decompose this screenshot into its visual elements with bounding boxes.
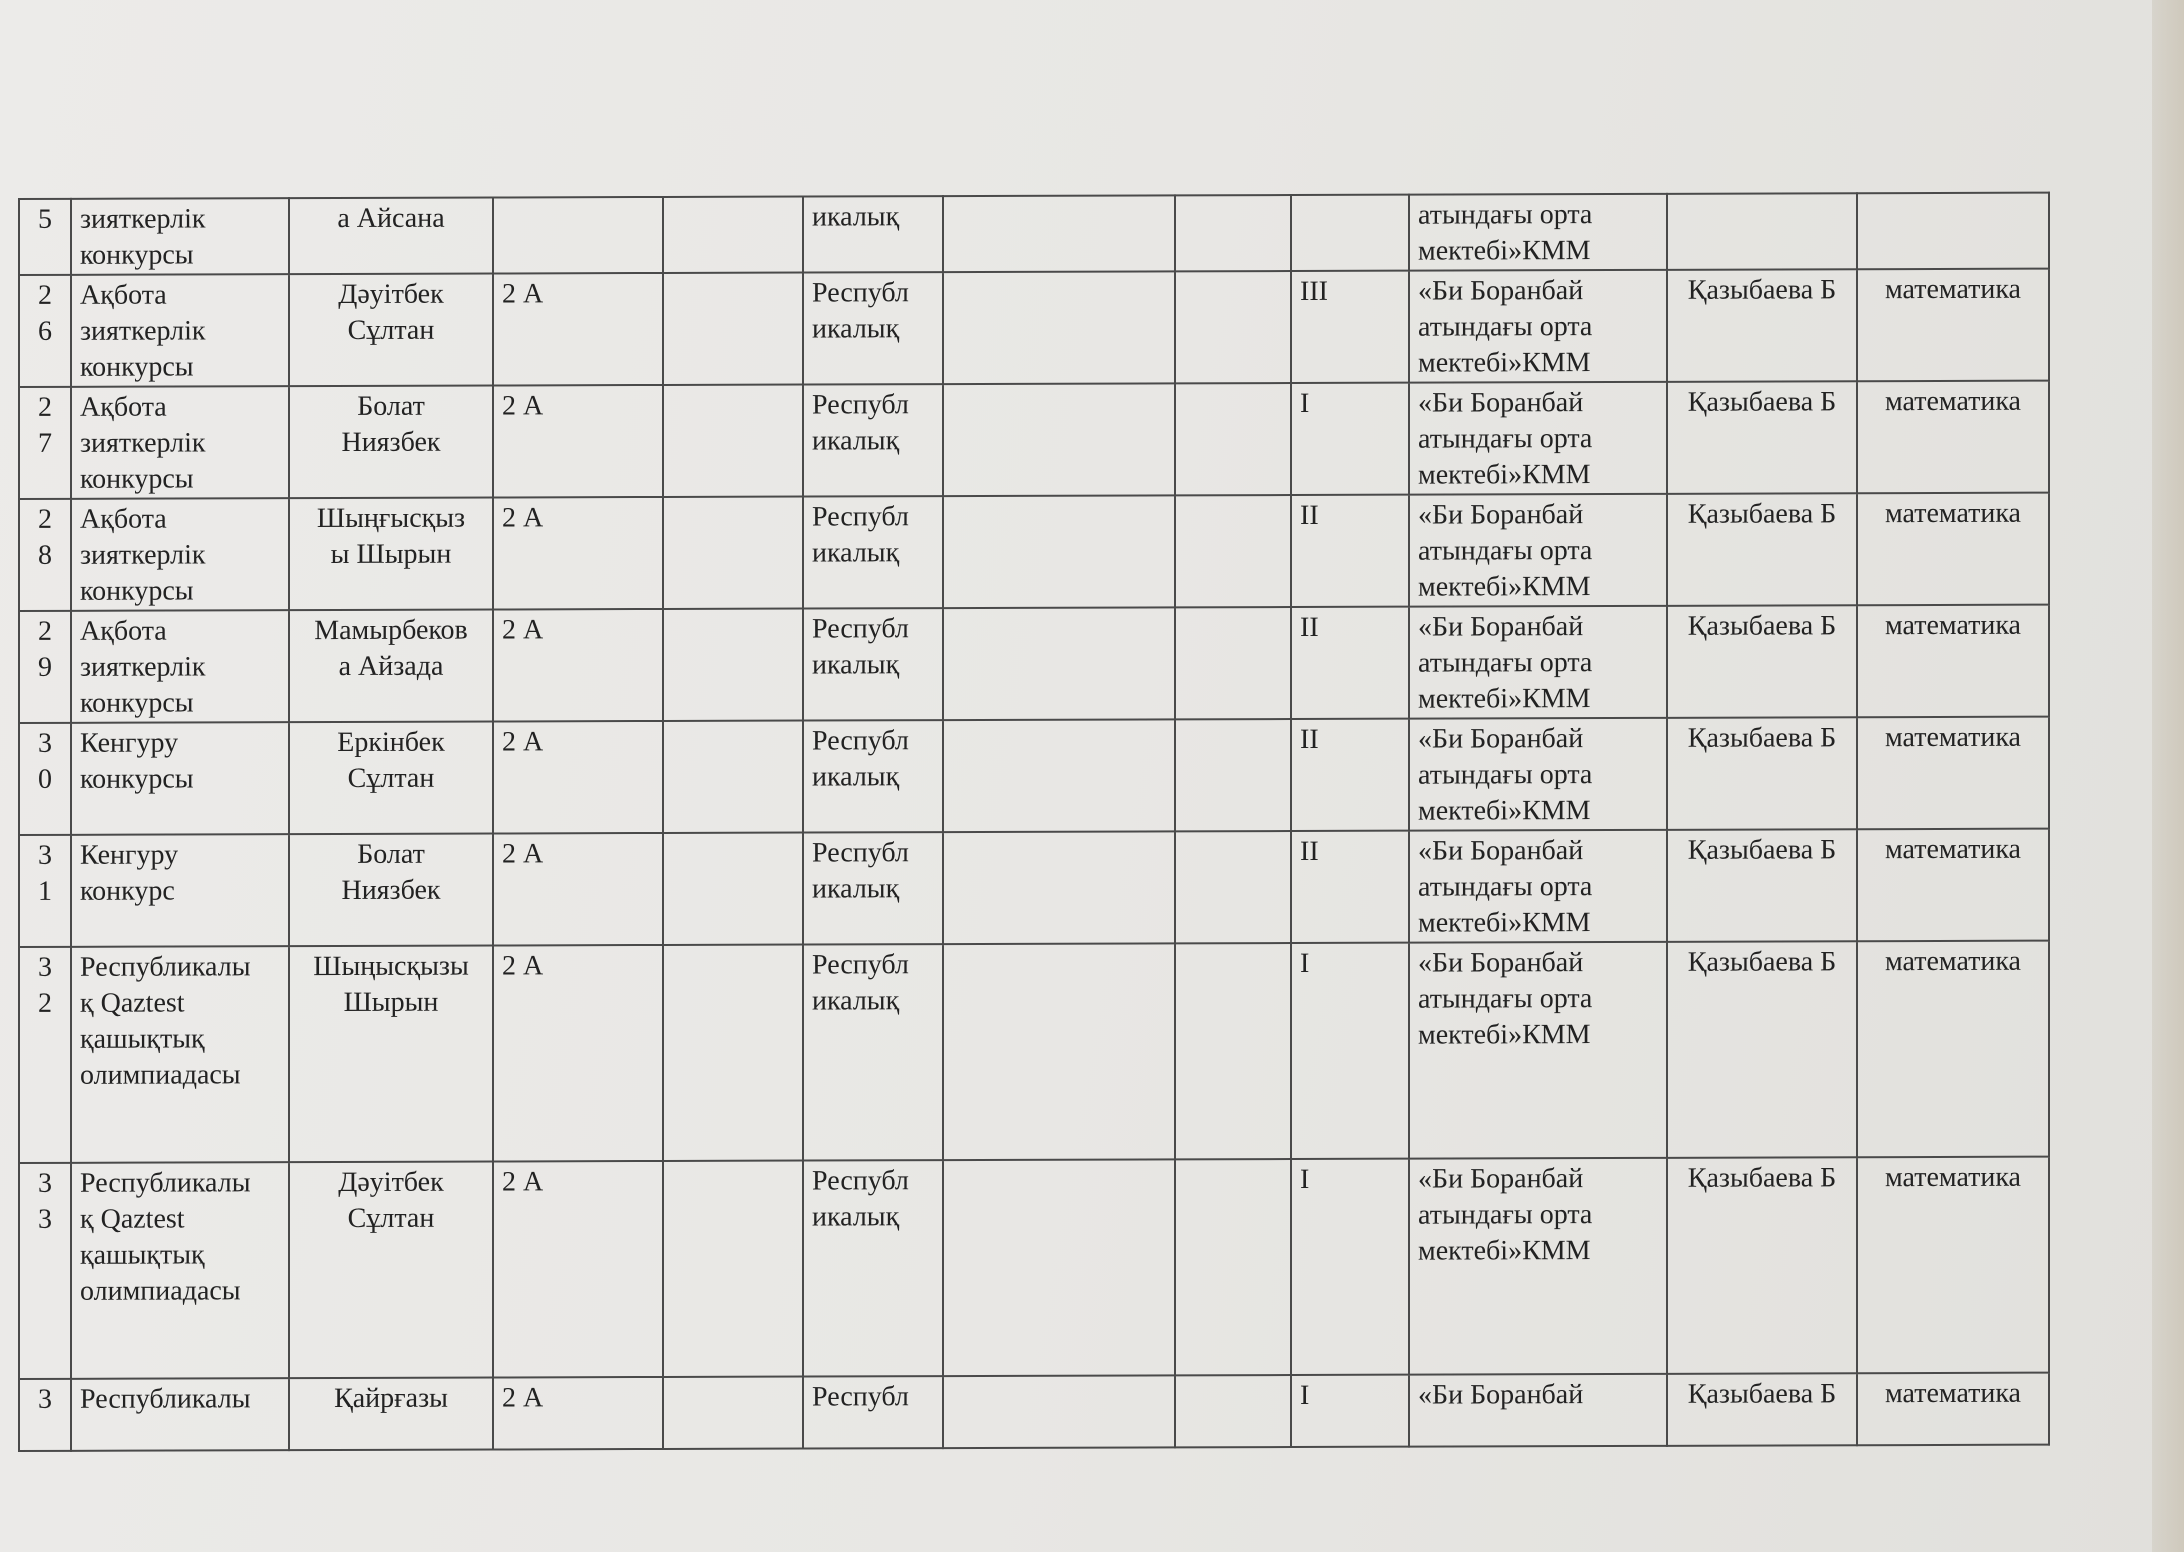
school-line: мектебі»КММ	[1418, 683, 1591, 715]
empty-cell	[663, 945, 803, 1161]
teacher-cell	[1667, 193, 1857, 270]
school-cell	[1409, 1158, 1667, 1375]
empty-cell	[1175, 1159, 1291, 1375]
level-line: икалық	[812, 313, 900, 345]
place-cell: II	[1291, 719, 1409, 831]
event-line: Кенгуру	[80, 727, 179, 759]
level-line: икалық	[812, 761, 900, 793]
empty-cell	[1175, 271, 1291, 383]
level-line: Республ	[812, 837, 909, 869]
event-cell	[71, 274, 289, 387]
school-line: «Би Боранбай	[1418, 275, 1584, 307]
place-cell	[1291, 195, 1409, 271]
row-number-line: 3	[38, 1383, 52, 1415]
teacher-cell: Қазыбаева Б	[1667, 941, 1857, 1158]
student-name-cell	[289, 498, 493, 611]
row-number-cell	[19, 387, 71, 499]
row-number-cell	[19, 275, 71, 387]
place-cell: II	[1291, 495, 1409, 607]
paper-edge	[2152, 0, 2184, 1552]
student-name-line: Мамырбеков	[314, 614, 468, 647]
school-cell	[1409, 942, 1667, 1159]
empty-cell	[1175, 607, 1291, 719]
empty-cell	[1175, 719, 1291, 831]
student-name-line: Ниязбек	[341, 426, 441, 458]
level-line: Республ	[812, 949, 909, 981]
school-line: «Би Боранбай	[1418, 947, 1584, 979]
row-number-line: 2	[38, 391, 52, 423]
event-line: зияткерлік	[80, 315, 206, 347]
table-row	[19, 1373, 2049, 1451]
place-cell: II	[1291, 607, 1409, 719]
place-cell: I	[1291, 383, 1409, 495]
school-line: атындағы орта	[1418, 983, 1593, 1015]
row-number-cell	[19, 499, 71, 611]
school-line: «Би Боранбай	[1418, 387, 1584, 419]
row-number-line: 3	[38, 951, 52, 983]
event-cell	[71, 498, 289, 611]
event-cell	[71, 610, 289, 723]
row-number-cell	[19, 1163, 71, 1379]
subject-cell: математика	[1857, 829, 2049, 942]
table-row	[19, 717, 2049, 835]
level-line: Республ	[812, 389, 909, 421]
row-number-line: 8	[38, 539, 52, 571]
student-name-line: Сұлтан	[347, 1202, 435, 1234]
row-number-cell	[19, 835, 71, 947]
table-row	[19, 193, 2049, 275]
event-line: конкурсы	[80, 463, 194, 495]
student-name-cell	[289, 1378, 493, 1451]
event-line: олимпиадасы	[80, 1275, 241, 1307]
student-name-cell	[289, 834, 493, 947]
empty-cell	[943, 831, 1175, 944]
level-line: Республ	[812, 501, 909, 533]
subject-cell: математика	[1857, 381, 2049, 494]
school-line: атындағы орта	[1418, 647, 1593, 679]
class-cell: 2 А	[493, 385, 663, 498]
student-name-line: Дәуітбек	[338, 1166, 444, 1198]
class-cell: 2 А	[493, 1161, 663, 1378]
event-line: Ақбота	[80, 503, 167, 535]
school-line: атындағы орта	[1418, 311, 1593, 343]
level-cell	[803, 496, 943, 608]
level-line: Республ	[812, 1165, 909, 1197]
teacher-cell: Қазыбаева Б	[1667, 381, 1857, 494]
empty-cell	[943, 195, 1175, 272]
row-number-line: 5	[38, 203, 52, 235]
level-cell	[803, 720, 943, 832]
subject-cell: математика	[1857, 493, 2049, 606]
class-cell: 2 А	[493, 1377, 663, 1450]
event-line: конкурсы	[80, 575, 194, 607]
row-number-line: 0	[38, 763, 52, 795]
teacher-cell: Қазыбаева Б	[1667, 1157, 1857, 1374]
event-line: конкурсы	[80, 239, 194, 271]
student-name-line: Шыңысқызы	[313, 950, 469, 983]
table-body	[19, 193, 2049, 1451]
row-number-cell	[19, 199, 71, 275]
student-name-line: Ниязбек	[341, 874, 441, 906]
table-row	[19, 829, 2049, 947]
student-name-line: Еркінбек	[337, 726, 445, 758]
school-cell	[1409, 494, 1667, 607]
empty-cell	[943, 1159, 1175, 1376]
place-cell: III	[1291, 271, 1409, 383]
subject-cell	[1857, 193, 2049, 270]
row-number-line: 2	[38, 503, 52, 535]
level-cell	[803, 384, 943, 496]
school-cell	[1409, 270, 1667, 383]
level-line: икалық	[812, 985, 900, 1017]
school-line: мектебі»КММ	[1418, 235, 1591, 267]
student-name-cell	[289, 386, 493, 499]
empty-cell	[663, 721, 803, 833]
empty-cell	[1175, 195, 1291, 271]
row-number-line: 7	[38, 427, 52, 459]
empty-cell	[1175, 383, 1291, 495]
event-line: зияткерлік	[80, 427, 206, 459]
class-cell: 2 А	[493, 721, 663, 834]
student-name-cell	[289, 198, 493, 275]
class-cell: 2 А	[493, 273, 663, 386]
subject-cell: математика	[1857, 941, 2049, 1158]
school-line: мектебі»КММ	[1418, 907, 1591, 939]
event-line: конкурсы	[80, 351, 194, 383]
empty-cell	[663, 497, 803, 609]
empty-cell	[1175, 831, 1291, 943]
place-cell: I	[1291, 1375, 1409, 1447]
subject-cell: математика	[1857, 717, 2049, 830]
student-name-line: Сұлтан	[347, 314, 435, 346]
school-line: атындағы орта	[1418, 423, 1593, 455]
event-cell	[71, 386, 289, 499]
school-line: «Би Боранбай	[1418, 499, 1584, 531]
level-line: икалық	[812, 201, 900, 233]
table-row	[19, 605, 2049, 723]
teacher-cell: Қазыбаева Б	[1667, 269, 1857, 382]
row-number-cell	[19, 947, 71, 1163]
event-cell	[71, 1162, 289, 1379]
teacher-cell: Қазыбаева Б	[1667, 829, 1857, 942]
student-name-line: Сұлтан	[347, 762, 435, 794]
school-line: «Би Боранбай	[1418, 1163, 1584, 1195]
results-table	[18, 192, 2050, 1452]
event-line: Ақбота	[80, 615, 167, 647]
school-line: «Би Боранбай	[1418, 611, 1584, 643]
school-cell	[1409, 1374, 1667, 1447]
student-name-line: Қайрғазы	[334, 1382, 448, 1415]
school-line: «Би Боранбай	[1418, 723, 1584, 755]
school-line: мектебі»КММ	[1418, 1019, 1591, 1051]
event-line: зияткерлік	[80, 651, 206, 683]
school-cell	[1409, 718, 1667, 831]
level-line: Республ	[812, 613, 909, 645]
school-cell	[1409, 194, 1667, 271]
event-line: Республикалы	[80, 1167, 251, 1199]
event-line: конкурсы	[80, 763, 194, 795]
empty-cell	[943, 383, 1175, 496]
empty-cell	[663, 197, 803, 273]
event-line: зияткерлік	[80, 203, 206, 235]
empty-cell	[943, 719, 1175, 832]
table-row	[19, 493, 2049, 611]
row-number-line: 2	[38, 279, 52, 311]
school-line: мектебі»КММ	[1418, 347, 1591, 379]
student-name-line: ы Шырын	[330, 538, 452, 571]
student-name-line: Шырын	[343, 986, 439, 1018]
class-cell: 2 А	[493, 609, 663, 722]
event-line: конкурсы	[80, 687, 194, 719]
level-line: икалық	[812, 649, 900, 681]
teacher-cell: Қазыбаева Б	[1667, 493, 1857, 606]
class-cell	[493, 197, 663, 274]
row-number-line: 6	[38, 315, 52, 347]
empty-cell	[663, 1161, 803, 1377]
school-line: атындағы орта	[1418, 199, 1593, 231]
place-cell: I	[1291, 943, 1409, 1159]
table-row	[19, 941, 2049, 1163]
row-number-line: 3	[38, 1167, 52, 1199]
level-cell	[803, 944, 943, 1160]
subject-cell: математика	[1857, 269, 2049, 382]
level-cell	[803, 832, 943, 944]
row-number-line: 3	[38, 1203, 52, 1235]
event-line: Республикалы	[80, 1383, 251, 1415]
event-line: қашықтық	[80, 1239, 205, 1271]
empty-cell	[663, 609, 803, 721]
place-cell: II	[1291, 831, 1409, 943]
table-row	[19, 381, 2049, 499]
student-name-cell	[289, 610, 493, 723]
event-cell	[71, 198, 289, 275]
school-line: атындағы орта	[1418, 535, 1593, 567]
event-line: Республикалы	[80, 951, 251, 983]
school-line: «Би Боранбай	[1418, 1379, 1584, 1411]
table-row	[19, 269, 2049, 387]
event-line: Ақбота	[80, 279, 167, 311]
event-line: қ Qaztest	[80, 1203, 185, 1235]
row-number-cell	[19, 1379, 71, 1451]
student-name-cell	[289, 274, 493, 387]
empty-cell	[663, 833, 803, 945]
row-number-cell	[19, 723, 71, 835]
empty-cell	[943, 495, 1175, 608]
student-name-line: а Айзада	[338, 650, 444, 682]
subject-cell: математика	[1857, 1373, 2049, 1446]
event-line: зияткерлік	[80, 539, 206, 571]
school-line: мектебі»КММ	[1418, 1235, 1591, 1267]
student-name-cell	[289, 946, 493, 1163]
empty-cell	[663, 273, 803, 385]
level-line: икалық	[812, 873, 900, 905]
event-cell	[71, 1378, 289, 1451]
empty-cell	[943, 943, 1175, 1160]
row-number-cell	[19, 611, 71, 723]
class-cell: 2 А	[493, 497, 663, 610]
teacher-cell: Қазыбаева Б	[1667, 1373, 1857, 1446]
empty-cell	[1175, 943, 1291, 1159]
event-line: олимпиадасы	[80, 1059, 241, 1091]
empty-cell	[663, 1377, 803, 1449]
event-line: қ Qaztest	[80, 987, 185, 1019]
event-line: конкурс	[80, 875, 175, 907]
student-name-line: Дәуітбек	[338, 278, 444, 310]
row-number-line: 9	[38, 651, 52, 683]
empty-cell	[663, 385, 803, 497]
table-row	[19, 1157, 2049, 1379]
level-line: Республ	[812, 1381, 909, 1413]
level-line: икалық	[812, 425, 900, 457]
teacher-cell: Қазыбаева Б	[1667, 605, 1857, 718]
subject-cell: математика	[1857, 605, 2049, 718]
place-cell: I	[1291, 1159, 1409, 1375]
row-number-line: 3	[38, 839, 52, 871]
row-number-line: 3	[38, 727, 52, 759]
empty-cell	[943, 1375, 1175, 1448]
level-line: икалық	[812, 537, 900, 569]
student-name-line: Болат	[357, 390, 425, 422]
class-cell: 2 А	[493, 833, 663, 946]
row-number-line: 1	[38, 875, 52, 907]
row-number-line: 2	[38, 987, 52, 1019]
empty-cell	[943, 607, 1175, 720]
school-cell	[1409, 830, 1667, 943]
school-line: атындағы орта	[1418, 871, 1593, 903]
student-name-line: Шыңғысқыз	[316, 502, 466, 535]
school-cell	[1409, 606, 1667, 719]
event-line: Кенгуру	[80, 839, 179, 871]
school-cell	[1409, 382, 1667, 495]
student-name-cell	[289, 722, 493, 835]
school-line: мектебі»КММ	[1418, 795, 1591, 827]
school-line: «Би Боранбай	[1418, 835, 1584, 867]
student-name-cell	[289, 1162, 493, 1379]
event-line: Ақбота	[80, 391, 167, 423]
level-cell	[803, 196, 943, 272]
level-cell	[803, 1376, 943, 1448]
teacher-cell: Қазыбаева Б	[1667, 717, 1857, 830]
school-line: атындағы орта	[1418, 759, 1593, 791]
level-line: икалық	[812, 1201, 900, 1233]
event-cell	[71, 946, 289, 1163]
level-line: Республ	[812, 277, 909, 309]
class-cell: 2 А	[493, 945, 663, 1162]
row-number-line: 2	[38, 615, 52, 647]
empty-cell	[1175, 495, 1291, 607]
level-line: Республ	[812, 725, 909, 757]
school-line: мектебі»КММ	[1418, 571, 1591, 603]
event-cell	[71, 722, 289, 835]
empty-cell	[1175, 1375, 1291, 1447]
level-cell	[803, 608, 943, 720]
student-name-line: а Айсана	[337, 202, 445, 234]
empty-cell	[943, 271, 1175, 384]
event-line: қашықтық	[80, 1023, 205, 1055]
level-cell	[803, 272, 943, 384]
subject-cell: математика	[1857, 1157, 2049, 1374]
event-cell	[71, 834, 289, 947]
student-name-line: Болат	[357, 838, 425, 870]
school-line: мектебі»КММ	[1418, 459, 1591, 491]
school-line: атындағы орта	[1418, 1199, 1593, 1231]
level-cell	[803, 1160, 943, 1376]
